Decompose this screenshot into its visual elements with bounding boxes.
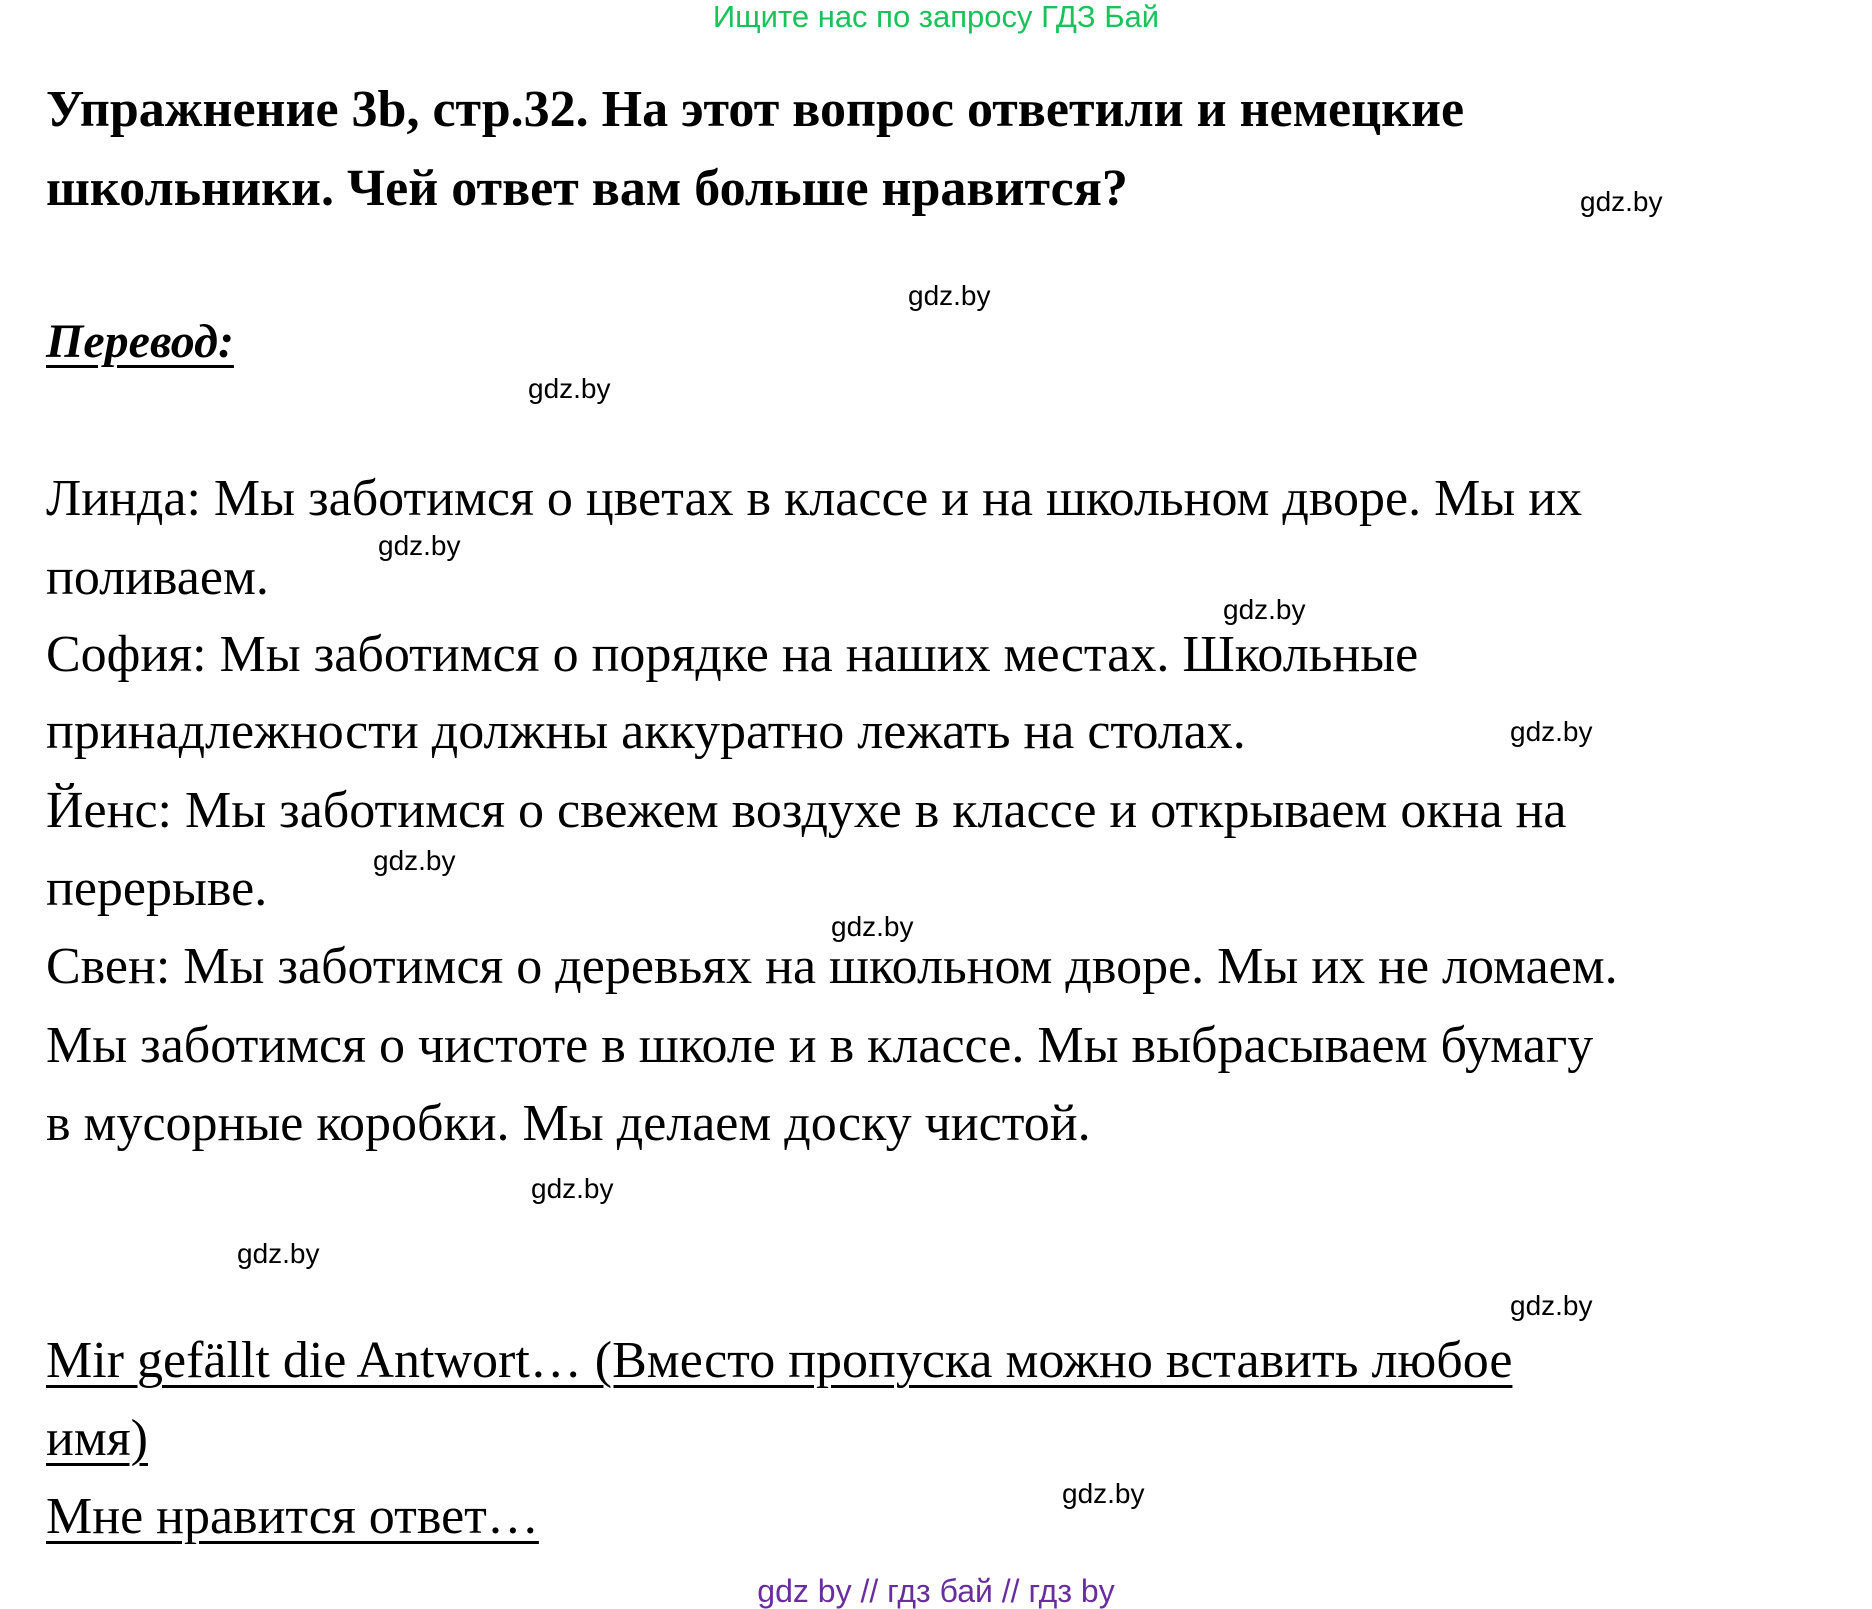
watermark: gdz.by xyxy=(1510,716,1593,747)
watermark: gdz.by xyxy=(1062,1478,1145,1509)
sven-line-3: в мусорные коробки. Мы делаем доску чистой. xyxy=(46,1095,1091,1152)
answer-russian: Мне нравится ответ… xyxy=(46,1488,539,1545)
linda-line-2: поливаем. xyxy=(46,549,269,606)
watermark: gdz.by xyxy=(831,911,914,942)
exercise-heading-line-2: школьники. Чей ответ вам больше нравится? xyxy=(46,160,1128,217)
translation-title: Перевод: xyxy=(46,315,234,368)
watermark: gdz.by xyxy=(1510,1290,1593,1321)
watermark: gdz.by xyxy=(908,280,991,311)
watermark: gdz.by xyxy=(531,1173,614,1204)
sven-line-1: Свен: Мы заботимся о деревьях на школьном дворе. Мы их не ломаем. xyxy=(46,938,1618,995)
watermark: gdz.by xyxy=(1223,594,1306,625)
answer-german-line-1: Mir gefällt die Antwort… (Вместо пропуска можно вставить любое xyxy=(46,1332,1513,1389)
linda-line-1: Линда: Мы заботимся о цветах в классе и на школьном дворе. Мы их xyxy=(46,470,1583,527)
sven-line-2: Мы заботимся о чистоте в школе и в классе. Мы выбрасываем бумагу xyxy=(46,1017,1594,1074)
exercise-heading-line-1: Упражнение 3b, стр.32. На этот вопрос ответили и немецкие xyxy=(46,81,1465,138)
answer-german-line-2: имя) xyxy=(46,1410,148,1467)
sofia-line-1: София: Мы заботимся о порядке на наших местах. Школьные xyxy=(46,626,1419,683)
sofia-line-2: принадлежности должны аккуратно лежать на столах. xyxy=(46,703,1246,760)
exercise-heading xyxy=(46,70,1464,228)
top-banner: Ищите нас по запросу ГДЗ Бай xyxy=(712,0,1160,34)
jens-line-1: Йенс: Мы заботимся о свежем воздухе в классе и открываем окна на xyxy=(46,782,1567,839)
footer-links: gdz by // гдз бай // гдз by xyxy=(757,1573,1115,1609)
watermark: gdz.by xyxy=(378,530,461,561)
jens-line-2: перерыве. xyxy=(46,860,268,917)
watermark: gdz.by xyxy=(1580,186,1663,217)
watermark: gdz.by xyxy=(528,373,611,404)
watermark: gdz.by xyxy=(237,1238,320,1269)
watermark: gdz.by xyxy=(373,845,456,876)
